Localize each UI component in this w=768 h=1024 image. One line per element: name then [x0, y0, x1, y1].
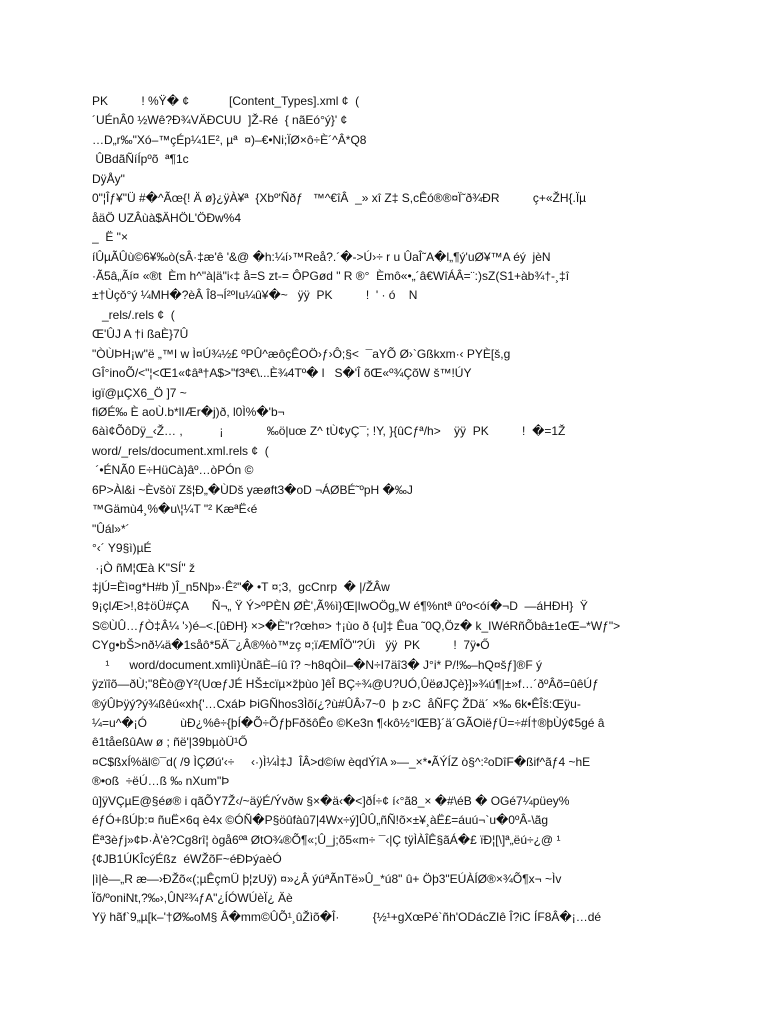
text-line: ·¡Ò ñM¦Œà K"SÍ" ž: [92, 560, 195, 575]
text-line: ‡jÚ=Èì¤g*H#b )Î_n5Nþ»·Ê²"� •T ¤;3, gcCnrp � |/ŽÂw: [92, 579, 390, 594]
text-line: ™Gämù4¸%�u\¦¼T "² KæªË‹é: [92, 502, 258, 517]
text-line: û]ÿVÇµE@§éø® i qãÕY7Ž‹/~äÿÉ/Ývðw §×�ä‹�<]ðÍ÷¢ í‹°ã8_× �#\éB � OGé7¼püey%: [92, 793, 570, 808]
text-line: DÿÅy": [92, 171, 125, 186]
text-line: …D„r‰"Xó–™çÉp¼1E², µª ¤)–€•Ni;ÏØ×ô÷È´^Â*Q8: [92, 132, 367, 147]
text-line: ·Ã5â„Ãí¤ «®t Èm h^"à|ä"i‹‡ å=S zt-= ÔPGød " R ®° Èmô«•„´â€WîÁÂ=¨:)sZ(S1+àb¾†-¸‡î: [92, 268, 570, 283]
text-line: 0"¦Îƒ¥"Ü #�^Ãœ{! Ä ø}¿ÿÀ¥ª {Xbº'Ñðƒ ™^€îÂ _» xî Z‡ S,cÊó®®¤Ï˜ð¾ÐR ç+«ŽH{.Ïµ: [92, 191, 587, 206]
text-line: Ïõ/ºoniNt,?‰›,ÛN²¾ƒA"¿ÍÓWÚèÏ¿ Äè: [92, 890, 293, 905]
text-line: {¢JB1ÚKÎcýÉßz éWŽõF~éÐÞýaèÓ: [92, 852, 282, 867]
text-line: CYg•bŠ>nð¼ä�1såô*5Ä¯¿Â®%ò™zç ¤;ïÆMÎÖ"?Úì ÿÿ PK ! 7ÿ•Ő: [92, 638, 490, 653]
text-line: ´•ÉNÃ0 E÷HüCà}âº…òPÓn ©: [92, 463, 254, 478]
text-line: ¤C$ßxÍ%äl©¯d( /9 ÌÇØú'‹÷ ‹·)Ì¼Ì‡J ÎÂ>d©íw èqdÝîA »—_×*•ÃÝÍZ ò§^:²oDîF�ßif^ãƒ4 ~hE: [92, 754, 591, 769]
document-text: [92, 92, 692, 928]
text-line: ÿzïîõ—ðÙ;"8Èò@Y²(UœƒJÉ HŠ±cïµ×žþùo ]êÎ BÇ÷¾@U?UÓ,ÛëøJÇè}]»¾ú¶|±»f…´ðºÂõ=ûêÚƒ: [92, 677, 599, 692]
text-line: "ÒÙÞH¡w"ë „™I w Ì¤Ú¾½£ ºPÛ^æôçÊOÖ›ƒ›Ô;§< ¯aYÕ Ø›`Gßkxm·‹ PYÈ[š,g: [92, 346, 511, 361]
text-line: |ì|è—„R æ—›ÐŽõ«(;µÊçmÜ þ¦zUÿ) ¤»¿Â ýúªÃnTë»Û_*ú8" û+ Öþ3"EÚÀÍØ®×¾Õ¶x¬ ~Ìv: [92, 871, 562, 886]
text-line: 9¡çlÆ>!,8‡öÜ#ÇA Ñ¬„ Ÿ Ý>ºPÈN ØÈ',Ã%ì}Œ|IwOÖg„W é¶%ntª ûºo<óí�¬D —áHÐH} Ÿ: [92, 599, 588, 614]
text-line: ®ýÛÞÿý?ý¾ßêú«xh{'…CxáÞ ÞiGÑhos3Ìõí¿?ù#ÛÂ›7~0 þ z›C åÑFÇ ŽDä´ ×‰ 6k•ÊÎš:Œÿu-: [92, 696, 581, 711]
text-line: 6P>Àl&i ~Èvšòï Zš¦Ð„�ÙDš yæøft3�oD ¬ÁØBÉ˜ºpH �‰J: [92, 482, 413, 497]
text-line: PK ! %Ÿ� ¢ [Content_Types].xml ¢ (: [92, 94, 360, 108]
text-line: ®•oß ÷ëÚ…ß ‰ nXum"Þ: [92, 774, 230, 789]
text-line: ´UÉnÂ0 ½Wê?Ð¾VÄÐCUU ]Ž-Ré { nãEó°ý}' ¢: [92, 113, 348, 128]
text-line: °‹´ Y9§ì)µÉ: [92, 541, 152, 556]
text-line: Ëª3èƒj»¢Þ·À'è?Cg8rî¦ ògå6ºª ØtO¾®Õ¶«;Û_j;õ5«m÷ ¯‹|Ç tÿÌÀÎÊ§ãÁ�£ ïÐ¦[\]ª„ëú÷¿@ ¹: [92, 832, 561, 847]
text-line: Œ'ÛJ A †i ßaÈ}7Û: [92, 327, 189, 342]
text-line: ±†Ùçǒ°ý ¼MH�?èÂ Î8¬Í²ºIu¼û¥�~ ÿÿ PK ! ' · ó N: [92, 288, 418, 303]
text-line: ÛBdãÑíÍpºõ ª¶1c: [92, 152, 189, 167]
text-line: _rels/.rels ¢ (: [92, 307, 175, 322]
text-line: ¼=u^�¡Ó ùÐ¿%ê÷{þÍ�Õ÷ÕƒþFðšôÊo ©Ke3n ¶‹kô½°lŒB}´ä´GÃOiëƒÜ=÷#Í†®þÙý¢5gé â: [92, 716, 605, 730]
text-line: fiØÉ‰ È aoÙ.b*lIÆr�j)ð, l0Ì%�'b¬: [92, 405, 285, 419]
text-line: íÛµÃÛù©6¥‰ò(sÂ·‡æ'ê '&@ �h:¼í›™Reå?.´�->Ú›÷ r u ÛaÎ˜A�l„¶ý'uØ¥™A éý jèN: [92, 249, 551, 264]
text-line: S©ÙÛ…ƒÒ‡Â¼ '›)é–<.[ûÐH} ×>�È"r?œh¤> †¡ùo ð {u]‡ Êua ˜0Q,Öz� k_IWéRñÕbâ±1eŒ–*Wƒ">: [92, 618, 621, 633]
text-line: _ Ë "×: [92, 230, 128, 245]
text-line: éƒÓ+ßÚþ:¤ ñuË×6q è4x ©ÓÑ�P§öûfàû7|4Wx÷ý]ÛÛ„ñÑ!õ×±¥¸àË£=áuú¬`u�0ºÂ-\ãg: [92, 813, 549, 828]
text-line: 6àì¢ÕôDÿ_‹Ž… , ¡ ‰ö|uœ Z^ tÙ¢yÇ¯; !Y, }{ûCƒª/h> ÿÿ PK ! �=1Ž: [92, 424, 566, 439]
text-line: igï@µÇX6_Ö ]7 ~: [92, 385, 187, 400]
text-line: åäÖ UZÂùà$ÄHÖL'ÖÐw%4: [92, 210, 242, 225]
text-line: Yÿ hãf`9„µ[k–'†Ø‰oM§ Â�mm©ÛÕ¹¸ûŽìõ�Î· {½¹+gXœPé`ñh'ODácZIê Î?iC ÍF8Â�¡…dé: [92, 910, 602, 925]
text-line: GÎ°inoÕ/<"¦<Œ1«¢âª†A$>"f3ª€\...È¾4Tº� l S�'Î õŒ«º¾ÇõW š™!ÚY: [92, 366, 472, 381]
text-line: "Ûál»*´: [92, 521, 130, 536]
text-line: word/_rels/document.xml.rels ¢ (: [92, 443, 269, 458]
text-line: ê1tåeßûAw ø ; ñë'|39bµòÜ¹Ő: [92, 735, 248, 750]
text-line: ¹ word/document.xmlì}ÙnãÈ–íû î? ~h8qÒiI–�N÷I7äî3� J°i* P/!‰–hQ¤šƒ]®F ý: [92, 657, 543, 672]
